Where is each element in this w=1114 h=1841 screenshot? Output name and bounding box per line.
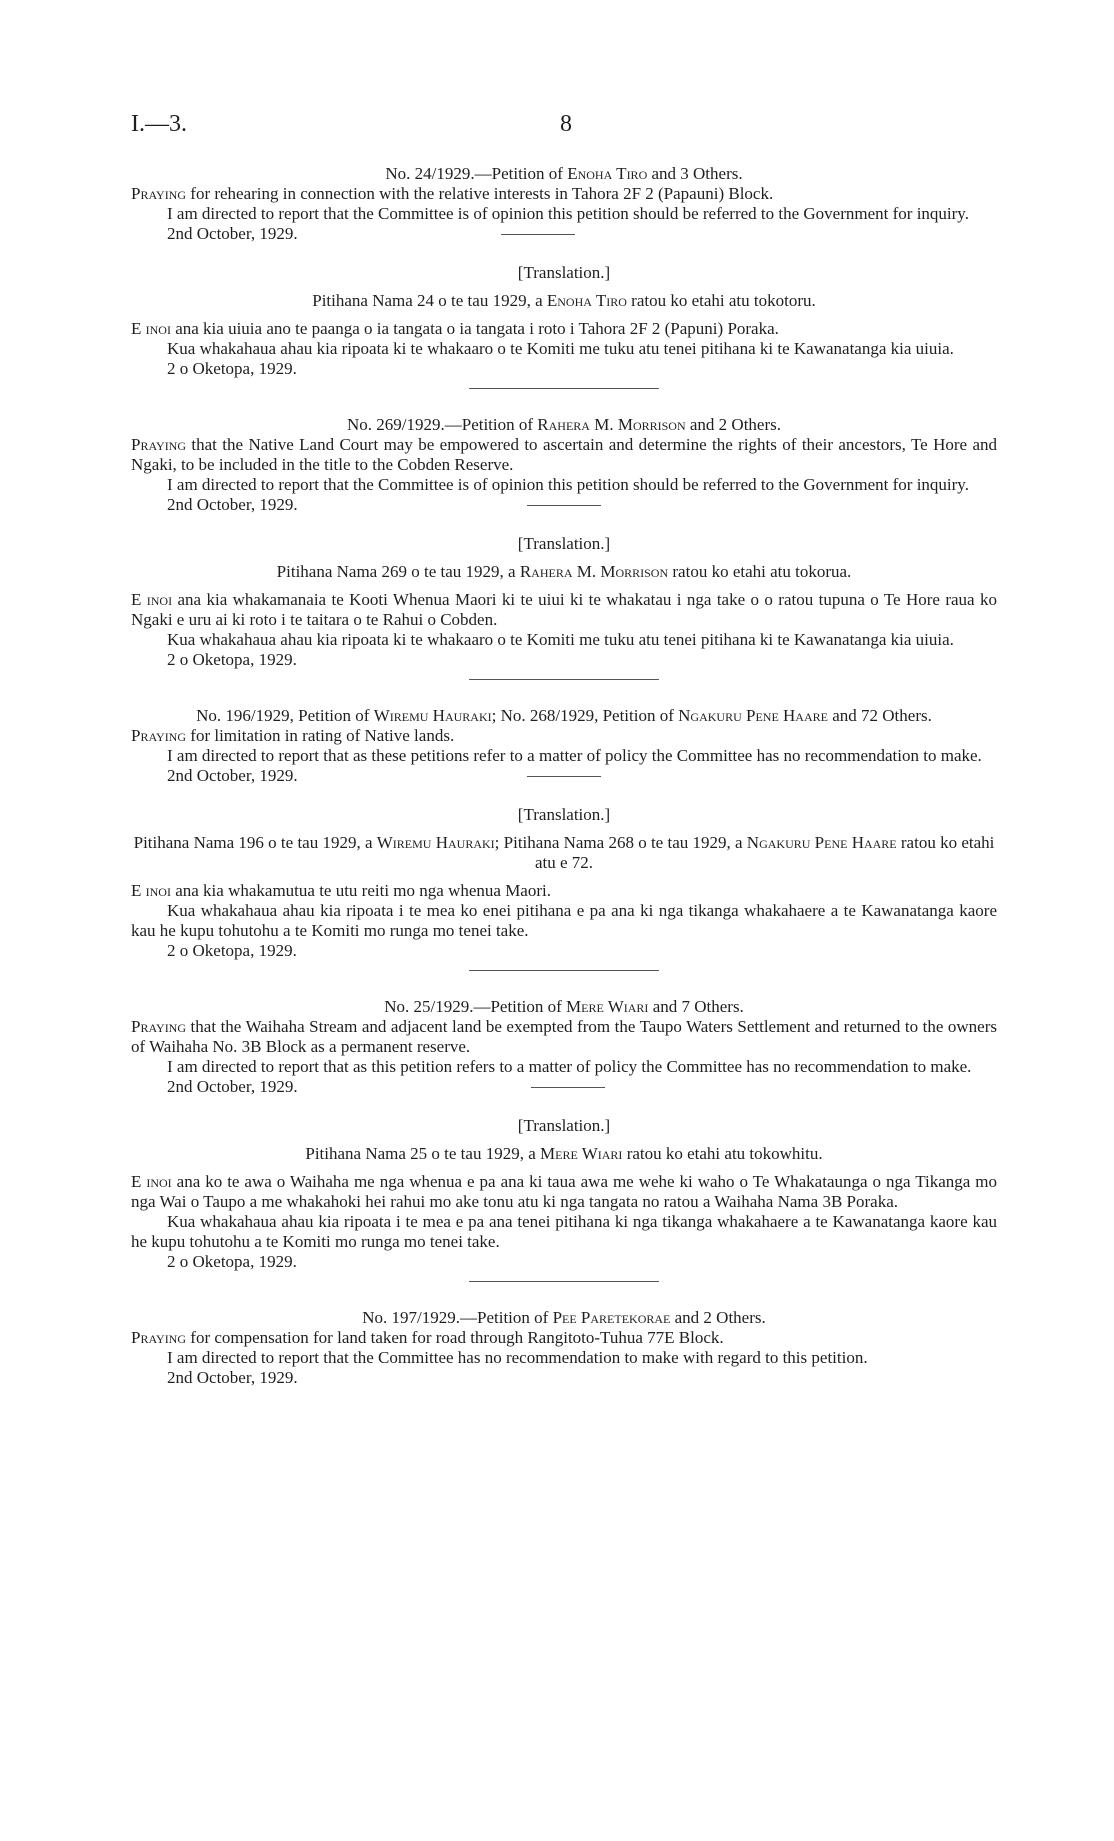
petitions-column <box>131 164 997 1388</box>
petition-title: No. 196/1929, Petition of Wiremu Hauraki; No. 268/1929, Petition of Ngakuru Pene Haare and 72 Others. <box>196 706 932 725</box>
page-number: 8 <box>560 111 572 137</box>
report-paragraph: I am directed to report that as this petition refers to a matter of policy the Committee has no recommendation to make. <box>167 1057 972 1076</box>
petition-title: No. 197/1929.—Petition of Pee Paretekorae and 2 Others. <box>362 1308 766 1327</box>
petition-section-269 <box>131 415 997 680</box>
petition-title: No. 269/1929.—Petition of Rahera M. Morrison and 2 Others. <box>346 415 781 434</box>
translation-report: Kua whakahaua ahau kia ripoata ki te whakaaro o te Komiti me tuku atu tenei pitihana ki te Kawanatanga kia uiuia. <box>167 339 954 358</box>
report-paragraph: I am directed to report that the Committee has no recommendation to make with regard to this petition. <box>167 1348 868 1367</box>
petition-section-24 <box>131 164 997 389</box>
petition-title: No. 24/1929.—Petition of Enoha Tiro and 3 Others. <box>385 164 743 183</box>
divider-short <box>501 234 575 235</box>
date-line: 2nd October, 1929. <box>131 766 997 786</box>
date-line: 2nd October, 1929. <box>131 224 997 244</box>
divider-short <box>531 1087 605 1088</box>
praying-paragraph: Praying for limitation in rating of Native lands. <box>131 726 455 745</box>
translation-praying: E inoi ana kia whakamanaia te Kooti Whenua Maori ki te uiui ki te whakatau i nga take o o ratou tupuna o Te Hore raua ko Ngaki e uru ai ki roto i te taitara o te Rahui o Cobden. <box>131 590 997 629</box>
translation-praying: E inoi ana ko te awa o Waihaha me nga whenua e pa ana ki taua awa me wehe ki waho o Te Whakataunga o nga Tikanga mo nga Wai o Taupo a me whakahoki hei rahui mo ake tonu atu ki nga tangata no ratou a Waihaha Nama 3B Poraka. <box>131 1172 997 1211</box>
date-line: 2nd October, 1929. <box>131 1077 997 1097</box>
translation-title: Pitihana Nama 196 o te tau 1929, a Wiremu Hauraki; Pitihana Nama 268 o te tau 1929, a Ngakuru Pene Haare ratou ko etahi atu e 72. <box>133 833 995 872</box>
praying-paragraph: Praying for compensation for land taken for road through Rangitoto-Tuhua 77E Block. <box>131 1328 724 1347</box>
divider-short <box>527 505 601 506</box>
translation-date: 2 o Oketopa, 1929. <box>167 1252 297 1271</box>
translation-date: 2 o Oketopa, 1929. <box>167 650 297 669</box>
translation-praying: E inoi ana kia whakamutua te utu reiti mo nga whenua Maori. <box>131 881 551 900</box>
translation-label: [Translation.] <box>517 805 611 824</box>
report-paragraph: I am directed to report that the Committee is of opinion this petition should be referred to the Government for inquiry. <box>167 204 969 223</box>
report-paragraph: I am directed to report that as these petitions refer to a matter of policy the Committee has no recommendation to make. <box>167 746 982 765</box>
translation-title: Pitihana Nama 24 o te tau 1929, a Enoha Tiro ratou ko etahi atu tokotoru. <box>312 291 816 310</box>
translation-report: Kua whakahaua ahau kia ripoata i te mea ko enei pitihana e pa ana ki nga tikanga whakahaere a te Kawanatanga kaore kau he kupu tohutohu a te Komiti mo runga mo tenei take. <box>131 901 997 940</box>
translation-report: Kua whakahaua ahau kia ripoata ki te whakaaro o te Komiti me tuku atu tenei pitihana ki te Kawanatanga kia uiuia. <box>167 630 954 649</box>
translation-praying: E inoi ana kia uiuia ano te paanga o ia tangata o ia tangata i roto i Tahora 2F 2 (Papuni) Poraka. <box>131 319 779 338</box>
translation-label: [Translation.] <box>517 263 611 282</box>
petition-section-196-268 <box>131 706 997 971</box>
translation-title: Pitihana Nama 269 o te tau 1929, a Rahera M. Morrison ratou ko etahi atu tokorua. <box>276 562 852 581</box>
date-line: 2nd October, 1929. <box>167 1368 298 1387</box>
translation-report: Kua whakahaua ahau kia ripoata i te mea e pa ana tenei pitihana ki nga tikanga whakahaere a te Kawanatanga kaore kau he kupu tohutohu a te Komiti mo runga mo tenei take. <box>131 1212 997 1251</box>
petition-title: No. 25/1929.—Petition of Mere Wiari and 7 Others. <box>384 997 744 1016</box>
divider-short <box>527 776 601 777</box>
petition-section-197 <box>131 1308 997 1388</box>
translation-date: 2 o Oketopa, 1929. <box>167 359 297 378</box>
report-paragraph: I am directed to report that the Committee is of opinion this petition should be referred to the Government for inquiry. <box>167 475 969 494</box>
translation-label: [Translation.] <box>517 534 611 553</box>
translation-date: 2 o Oketopa, 1929. <box>167 941 297 960</box>
page-reference: I.—3. <box>131 111 187 137</box>
translation-label: [Translation.] <box>517 1116 611 1135</box>
petition-section-25 <box>131 997 997 1282</box>
praying-paragraph: Praying that the Waihaha Stream and adjacent land be exempted from the Taupo Waters Settlement and returned to the owners of Waihaha No. 3B Block as a permanent reserve. <box>131 1017 997 1056</box>
translation-title: Pitihana Nama 25 o te tau 1929, a Mere Wiari ratou ko etahi atu tokowhitu. <box>305 1144 823 1163</box>
praying-paragraph: Praying that the Native Land Court may be empowered to ascertain and determine the rights of their ancestors, Te Hore and Ngaki, to be included in the title to the Cobden Reserve. <box>131 435 997 474</box>
date-line: 2nd October, 1929. <box>131 495 997 515</box>
praying-paragraph: Praying for rehearing in connection with the relative interests in Tahora 2F 2 (Papauni) Block. <box>131 184 774 203</box>
